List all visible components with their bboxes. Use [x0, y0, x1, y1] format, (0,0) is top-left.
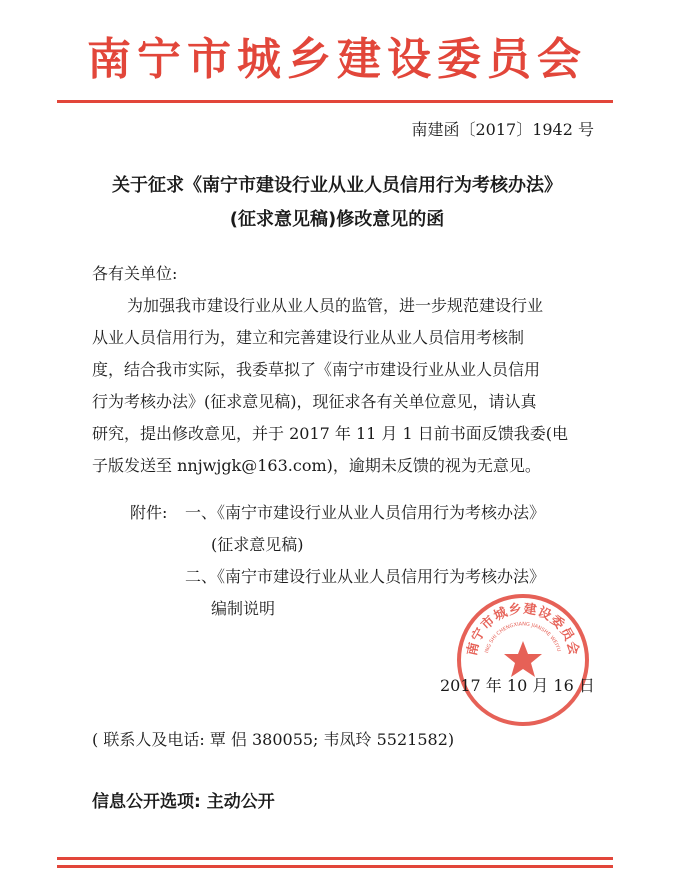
disclosure-option: 信息公开选项: 主动公开	[92, 792, 275, 812]
footer-rule-bottom	[57, 865, 613, 868]
seal-text: 南宁市城乡建设委员会	[464, 601, 582, 658]
attachments-label: 附件:	[130, 503, 168, 522]
seal-latin-text: ING SHI CHENGXIANG JIANSHE WEIYU	[484, 621, 562, 654]
document-number: 南建函〔2017〕1942 号	[411, 120, 594, 139]
salutation: 各有关单位:	[92, 264, 178, 283]
document-date: 2017 年 10 月 16 日	[440, 676, 595, 695]
document-subject-line-1: 关于征求《南宁市建设行业从业人员信用行为考核办法》	[112, 175, 562, 196]
footer-rule-top	[57, 857, 613, 860]
body-line: 为加强我市建设行业从业人员的监管，进一步规范建设行业	[127, 296, 544, 315]
attachment-item-1-subtitle: (征求意见稿)	[211, 535, 304, 554]
body-line: 度，结合我市实际，我委草拟了《南宁市建设行业从业人员信用	[92, 360, 541, 379]
body-line: 行为考核办法》(征求意见稿)，现征求各有关单位意见，请认真	[92, 392, 537, 411]
attachment-item-1: 一、《南宁市建设行业从业人员信用行为考核办法》	[185, 503, 546, 522]
document-subject-line-2: (征求意见稿)修改意见的函	[229, 209, 445, 230]
official-seal	[454, 591, 592, 729]
attachment-item-2-subtitle: 编制说明	[211, 599, 276, 618]
letterhead-rule	[57, 100, 613, 103]
contact-info: ( 联系人及电话: 覃 侣 380055; 韦凤玲 5521582)	[92, 730, 455, 749]
body-line: 子版发送至 nnjwjgk@163.com)，逾期未反馈的视为无意见。	[92, 456, 541, 475]
attachment-item-2: 二、《南宁市建设行业从业人员信用行为考核办法》	[185, 567, 546, 586]
letterhead-title: 南宁市城乡建设委员会	[87, 34, 587, 85]
body-line: 研究，提出修改意见，并于 2017 年 11 月 1 日前书面反馈我委(电	[92, 424, 569, 443]
body-line: 从业人员信用行为，建立和完善建设行业从业人员信用考核制	[92, 328, 525, 347]
